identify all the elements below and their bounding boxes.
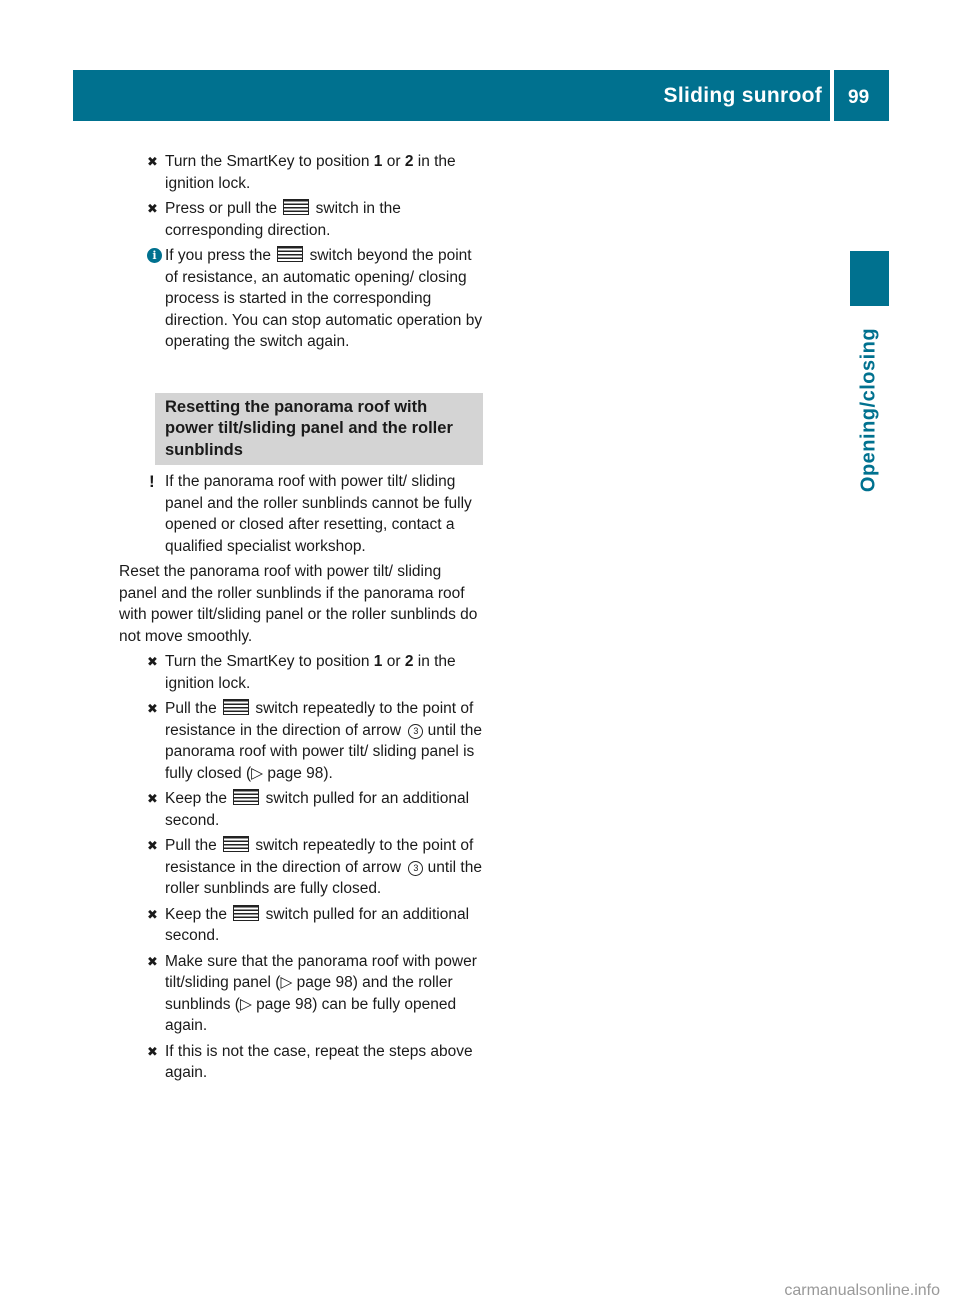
intro-paragraph: Reset the panorama roof with power tilt/ sliding panel and the roller sunblinds if the panorama roof with power tilt/sliding panel or the roller sunblinds do not move smoothly. <box>119 563 478 645</box>
chapter-label: Opening/closing <box>857 327 880 493</box>
window-switch-icon <box>277 246 303 262</box>
window-switch-icon <box>233 789 259 805</box>
step-item: ✖ Press or pull the switch in the corresponding direction. <box>147 200 401 239</box>
arrow-marker-icon: ✖ <box>147 953 158 969</box>
arrow-marker-icon: ✖ <box>147 201 158 216</box>
window-switch-icon <box>223 699 249 715</box>
step-item: ✖ Pull the switch repeatedly to the point of resistance in the direction of arrow 3 until the roller sunblinds are fully closed. <box>147 837 482 897</box>
step-item: ✖ Make sure that the panorama roof with power tilt/sliding panel (▷ page 98) and the roller sunblinds (▷ page 98) can be fully opened again. <box>147 952 477 1034</box>
window-switch-icon <box>283 199 309 215</box>
footer-watermark: carmanualsonline.info <box>784 1282 940 1299</box>
window-switch-icon <box>233 905 259 921</box>
section-heading: Resetting the panorama roof with power tilt/sliding panel and the roller sunblinds <box>155 393 483 466</box>
info-icon: i <box>147 248 162 263</box>
arrow-marker-icon: ✖ <box>147 906 158 922</box>
step-item: ✖ Keep the switch pulled for an additional second. <box>147 905 470 944</box>
header-divider <box>830 70 834 121</box>
page-title: Sliding sunroof <box>663 84 822 107</box>
arrow-marker-icon: ✖ <box>147 154 158 169</box>
warning-item: ! If the panorama roof with power tilt/ sliding panel and the roller sunblinds cannot be fully opened or closed after resetting, contact a qualified specialist workshop. <box>149 472 472 555</box>
arrow-marker-icon: ✖ <box>147 654 158 669</box>
arrow-marker-icon: ✖ <box>147 791 158 806</box>
step-item: ✖ Turn the SmartKey to position 1 or 2 in the ignition lock. <box>147 153 456 192</box>
arrow-number-badge: 3 <box>408 861 423 876</box>
window-switch-icon <box>223 836 249 852</box>
step-item: ✖ Pull the switch repeatedly to the point of resistance in the direction of arrow 3 until the panorama roof with power tilt/ sliding panel is fully closed (▷ page 98). <box>147 700 482 782</box>
side-tab-marker <box>850 251 889 306</box>
note-item: i If you press the switch beyond the point of resistance, an automatic opening/ closing process is started in the corresponding direction. You can stop automatic operation by operating the switch again. <box>147 245 483 353</box>
arrow-number-badge: 3 <box>408 724 423 739</box>
arrow-marker-icon: ✖ <box>147 838 158 853</box>
step-item: ✖ If this is not the case, repeat the steps above again. <box>147 1042 473 1081</box>
arrow-marker-icon: ✖ <box>147 1043 158 1059</box>
text-column <box>119 151 483 1088</box>
exclamation-icon: ! <box>149 472 155 491</box>
arrow-marker-icon: ✖ <box>147 701 158 716</box>
page-number: 99 <box>848 87 870 108</box>
step-item: ✖ Turn the SmartKey to position 1 or 2 in the ignition lock. <box>147 653 456 692</box>
step-item: ✖ Keep the switch pulled for an additional second. <box>147 790 470 829</box>
